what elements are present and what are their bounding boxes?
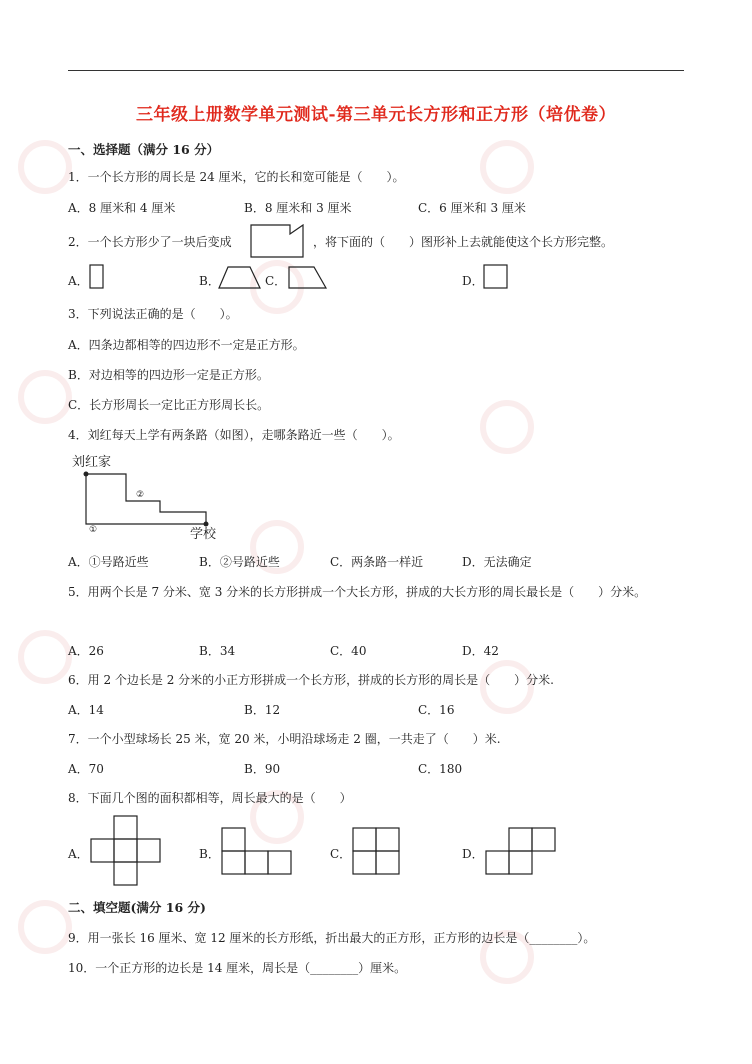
q2-option-d[interactable]: D． — [462, 274, 484, 288]
label-route-2: ② — [136, 490, 145, 500]
question-3: 3．下列说法正确的是（ ）。 — [68, 307, 238, 321]
q2-option-d-shape — [483, 264, 509, 290]
question-8: 8．下面几个图的面积都相等，周长最大的是（ ） — [68, 791, 352, 805]
q7-option-b[interactable]: B．90 — [244, 762, 281, 776]
q8-option-c[interactable]: C． — [330, 847, 352, 861]
q5-option-c[interactable]: C．40 — [330, 644, 367, 658]
q7-option-a[interactable]: A．70 — [68, 762, 104, 776]
question-10: 10．一个正方形的边长是 14 厘米，周长是（________）厘米。 — [68, 961, 407, 975]
question-2-part1: 2．一个长方形少了一块后变成 — [68, 235, 232, 249]
q2-option-b[interactable]: B． — [199, 274, 220, 288]
q2-option-a[interactable]: A． — [68, 274, 89, 288]
section-heading-choice: 一、选择题（满分 16 分） — [68, 142, 220, 157]
watermark-logo-icon — [18, 370, 72, 424]
header-rule — [68, 70, 684, 71]
q2-option-a-shape — [89, 264, 105, 290]
q4-option-a[interactable]: A．①号路近些 — [68, 555, 149, 569]
question-6: 6．用 2 个边长是 2 分米的小正方形拼成一个长方形，拼成的长方形的周长是（ ）分米. — [68, 673, 554, 687]
question-9: 9．用一张长 16 厘米、宽 12 厘米的长方形纸，折出最大的正方形，正方形的边长是（________）。 — [68, 931, 596, 945]
question-2-part2: ，将下面的（ ）图形补上去就能使这个长方形完整。 — [313, 235, 614, 249]
watermark-logo-icon — [18, 140, 72, 194]
q8-option-d[interactable]: D． — [462, 847, 484, 861]
question-5: 5．用两个长是 7 分米、宽 3 分米的长方形拼成一个大长方形，拼成的大长方形的周长最长是（ ）分米。 — [68, 585, 647, 599]
section-heading-fill: 二、填空题(满分 16 分) — [68, 900, 206, 915]
q8-option-b-shape — [221, 827, 293, 875]
q5-option-a[interactable]: A．26 — [68, 644, 104, 658]
q7-option-c[interactable]: C．180 — [418, 762, 463, 776]
q6-option-a[interactable]: A．14 — [68, 703, 104, 717]
watermark-logo-icon — [18, 630, 72, 684]
label-route-1: ① — [89, 525, 98, 535]
watermark-logo-icon — [480, 400, 534, 454]
q2-option-c-shape — [288, 266, 328, 290]
q8-option-c-shape — [352, 827, 400, 875]
q6-option-c[interactable]: C．16 — [418, 703, 455, 717]
q4-option-c[interactable]: C．两条路一样近 — [330, 555, 424, 569]
q6-option-b[interactable]: B．12 — [244, 703, 281, 717]
route-diagram — [68, 450, 238, 542]
q8-option-d-shape — [485, 827, 557, 875]
question-7: 7．一个小型球场长 25 米，宽 20 米，小明沿球场走 2 圈，一共走了（ ）米. — [68, 732, 501, 746]
question-1: 1．一个长方形的周长是 24 厘米，它的长和宽可能是（ ）。 — [68, 170, 405, 184]
q1-option-c[interactable]: C．6 厘米和 3 厘米 — [418, 201, 526, 215]
label-home: 刘红家 — [72, 455, 112, 470]
q1-option-a[interactable]: A．8 厘米和 4 厘米 — [68, 201, 176, 215]
q2-option-b-shape — [218, 266, 262, 290]
label-school: 学校 — [190, 527, 217, 542]
watermark-logo-icon — [480, 140, 534, 194]
q5-option-d[interactable]: D．42 — [462, 644, 499, 658]
q1-option-b[interactable]: B．8 厘米和 3 厘米 — [244, 201, 352, 215]
q8-option-b[interactable]: B． — [199, 847, 220, 861]
q5-option-b[interactable]: B．34 — [199, 644, 236, 658]
q3-option-a[interactable]: A．四条边都相等的四边形不一定是正方形。 — [68, 338, 305, 352]
page-title: 三年级上册数学单元测试-第三单元长方形和正方形（培优卷） — [135, 105, 617, 125]
question-4: 4．刘红每天上学有两条路（如图），走哪条路近一些（ ）。 — [68, 428, 400, 442]
q3-option-c[interactable]: C．长方形周长一定比正方形周长长。 — [68, 398, 270, 412]
q4-option-d[interactable]: D．无法确定 — [462, 555, 532, 569]
q3-option-b[interactable]: B．对边相等的四边形一定是正方形。 — [68, 368, 269, 382]
q8-option-a[interactable]: A． — [68, 847, 89, 861]
q2-option-c[interactable]: C． — [265, 274, 287, 288]
q8-option-a-shape — [90, 815, 162, 887]
cut-rectangle-figure — [250, 224, 306, 258]
q4-option-b[interactable]: B．②号路近些 — [199, 555, 280, 569]
watermark-logo-icon — [18, 900, 72, 954]
